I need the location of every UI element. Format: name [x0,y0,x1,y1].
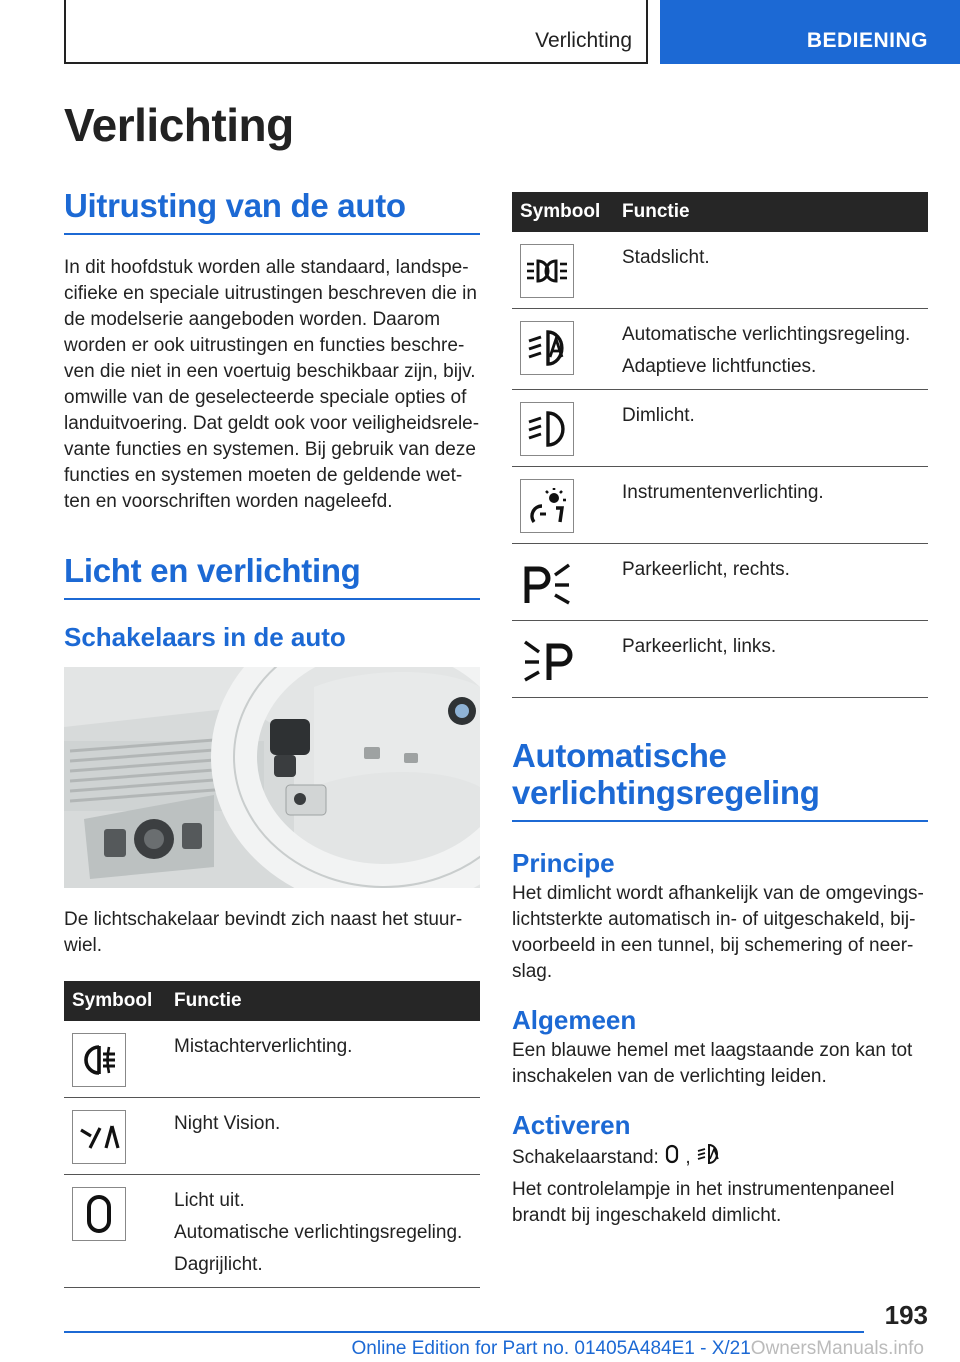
equipment-paragraph: In dit hoofdstuk worden alle standaard, landspe-cifieke en speciale uitrustingen beschreven die in de modelserie aangeboden worden. Daarom worden er ook uitrustingen en functies beschre-ven die niet in een voertuig beschikbaar zijn, bijv. omwille van de geselecteerde speciale opties of landuitvoering. Dat geldt ook voor veiligheidsrele-vante functies en systemen. Bij gebruik van deze functies en systemen moeten de geldende wet-ten en voorschriften worden nageleefd. [64,256,480,512]
table-row [512,621,928,698]
subsection-title-general: Algemeen [512,1005,637,1036]
section-title-line: verlichtingsregeling [512,773,820,811]
function-text: Automatische verlichtingsregeling. [622,324,911,345]
function-text: Stadslicht. [622,247,710,268]
table-row [512,390,928,467]
subsection-title-principle: Principe [512,847,615,878]
table-row [64,1098,480,1175]
function-text: Night Vision. [174,1113,281,1135]
switch-caption: De lichtschakelaar bevindt zich naast het stuur-wiel. [64,909,463,957]
section-title-lighting: Licht en verlichting [64,553,480,600]
column-header-function: Functie [174,981,480,1021]
light-switch-photo [64,667,480,888]
page-number: 193 [884,1300,928,1330]
footer-watermark: OwnersManuals.info [750,1338,924,1359]
subsection-title-activate: Activeren [512,1110,631,1141]
header-chapter: Verlichting [535,29,632,52]
left-column [64,188,480,1288]
footer-divider [64,1331,864,1333]
function-text: Instrumentenverlichting. [622,482,824,503]
table-row [64,1021,480,1098]
subsection-title-switches: Schakelaars in de auto [64,621,346,652]
table-row [512,232,928,309]
column-header-function: Functie [622,192,928,232]
section-title-equipment: Uitrusting van de auto [64,188,480,235]
function-text: Dagrijlicht. [174,1254,263,1276]
footer-edition: Online Edition for Part no. 01405A484E1 - X/21 [351,1338,751,1359]
table-row [512,467,928,544]
column-header-symbol: Symbool [64,981,174,1021]
function-text: Adaptieve lichtfuncties. [622,356,817,377]
activate-paragraph: Het controlelampje in het instrumentenpaneel brandt bij ingeschakeld dimlicht. [512,1179,895,1227]
table-row [64,1175,480,1288]
header-section-box [660,0,960,64]
light-off-icon [72,1187,126,1241]
function-text: Mistachterverlichting. [174,1036,353,1058]
principle-paragraph: Het dimlicht wordt afhankelijk van de omgevings-lichtsterkte automatisch in- of uitgeschakeld, bij-voorbeeld in een tunnel, bij schemering of neer-slag. [512,883,924,983]
auto-light-icon [520,321,574,375]
symbol-table-right [512,192,928,698]
low-beam-icon [520,402,574,456]
symbol-table-left [64,981,480,1288]
footer-edition-line [352,1338,924,1360]
column-header-symbol: Symbool [512,192,622,232]
parking-light-right-icon [520,556,574,610]
header-section: BEDIENING [806,29,928,52]
fog-light-icon [72,1033,126,1087]
section-title-line: Automatische [512,737,727,774]
switch-position-label: Schakelaarstand: [512,1147,659,1169]
instrument-lighting-icon [520,479,574,533]
header-chapter-box [64,0,648,64]
right-column [512,192,928,1229]
section-title-auto-lighting [512,738,928,822]
night-vision-icon [72,1110,126,1164]
function-text: Automatische verlichtingsregeling. [174,1222,463,1244]
function-text: Dimlicht. [622,405,695,426]
side-light-icon [520,244,574,298]
table-row [512,544,928,621]
table-row [512,309,928,390]
function-text: Parkeerlicht, rechts. [622,559,790,580]
switch-position-line [512,1143,928,1173]
function-text: Parkeerlicht, links. [622,636,777,657]
light-off-icon [664,1144,680,1172]
parking-light-left-icon [520,633,574,687]
auto-light-icon [696,1143,722,1173]
switch-position-separator: , [685,1147,691,1169]
page-title: Verlichting [64,99,294,151]
function-text: Licht uit. [174,1190,245,1212]
general-paragraph: Een blauwe hemel met laagstaande zon kan tot inschakelen van de verlichting leiden. [512,1040,913,1088]
